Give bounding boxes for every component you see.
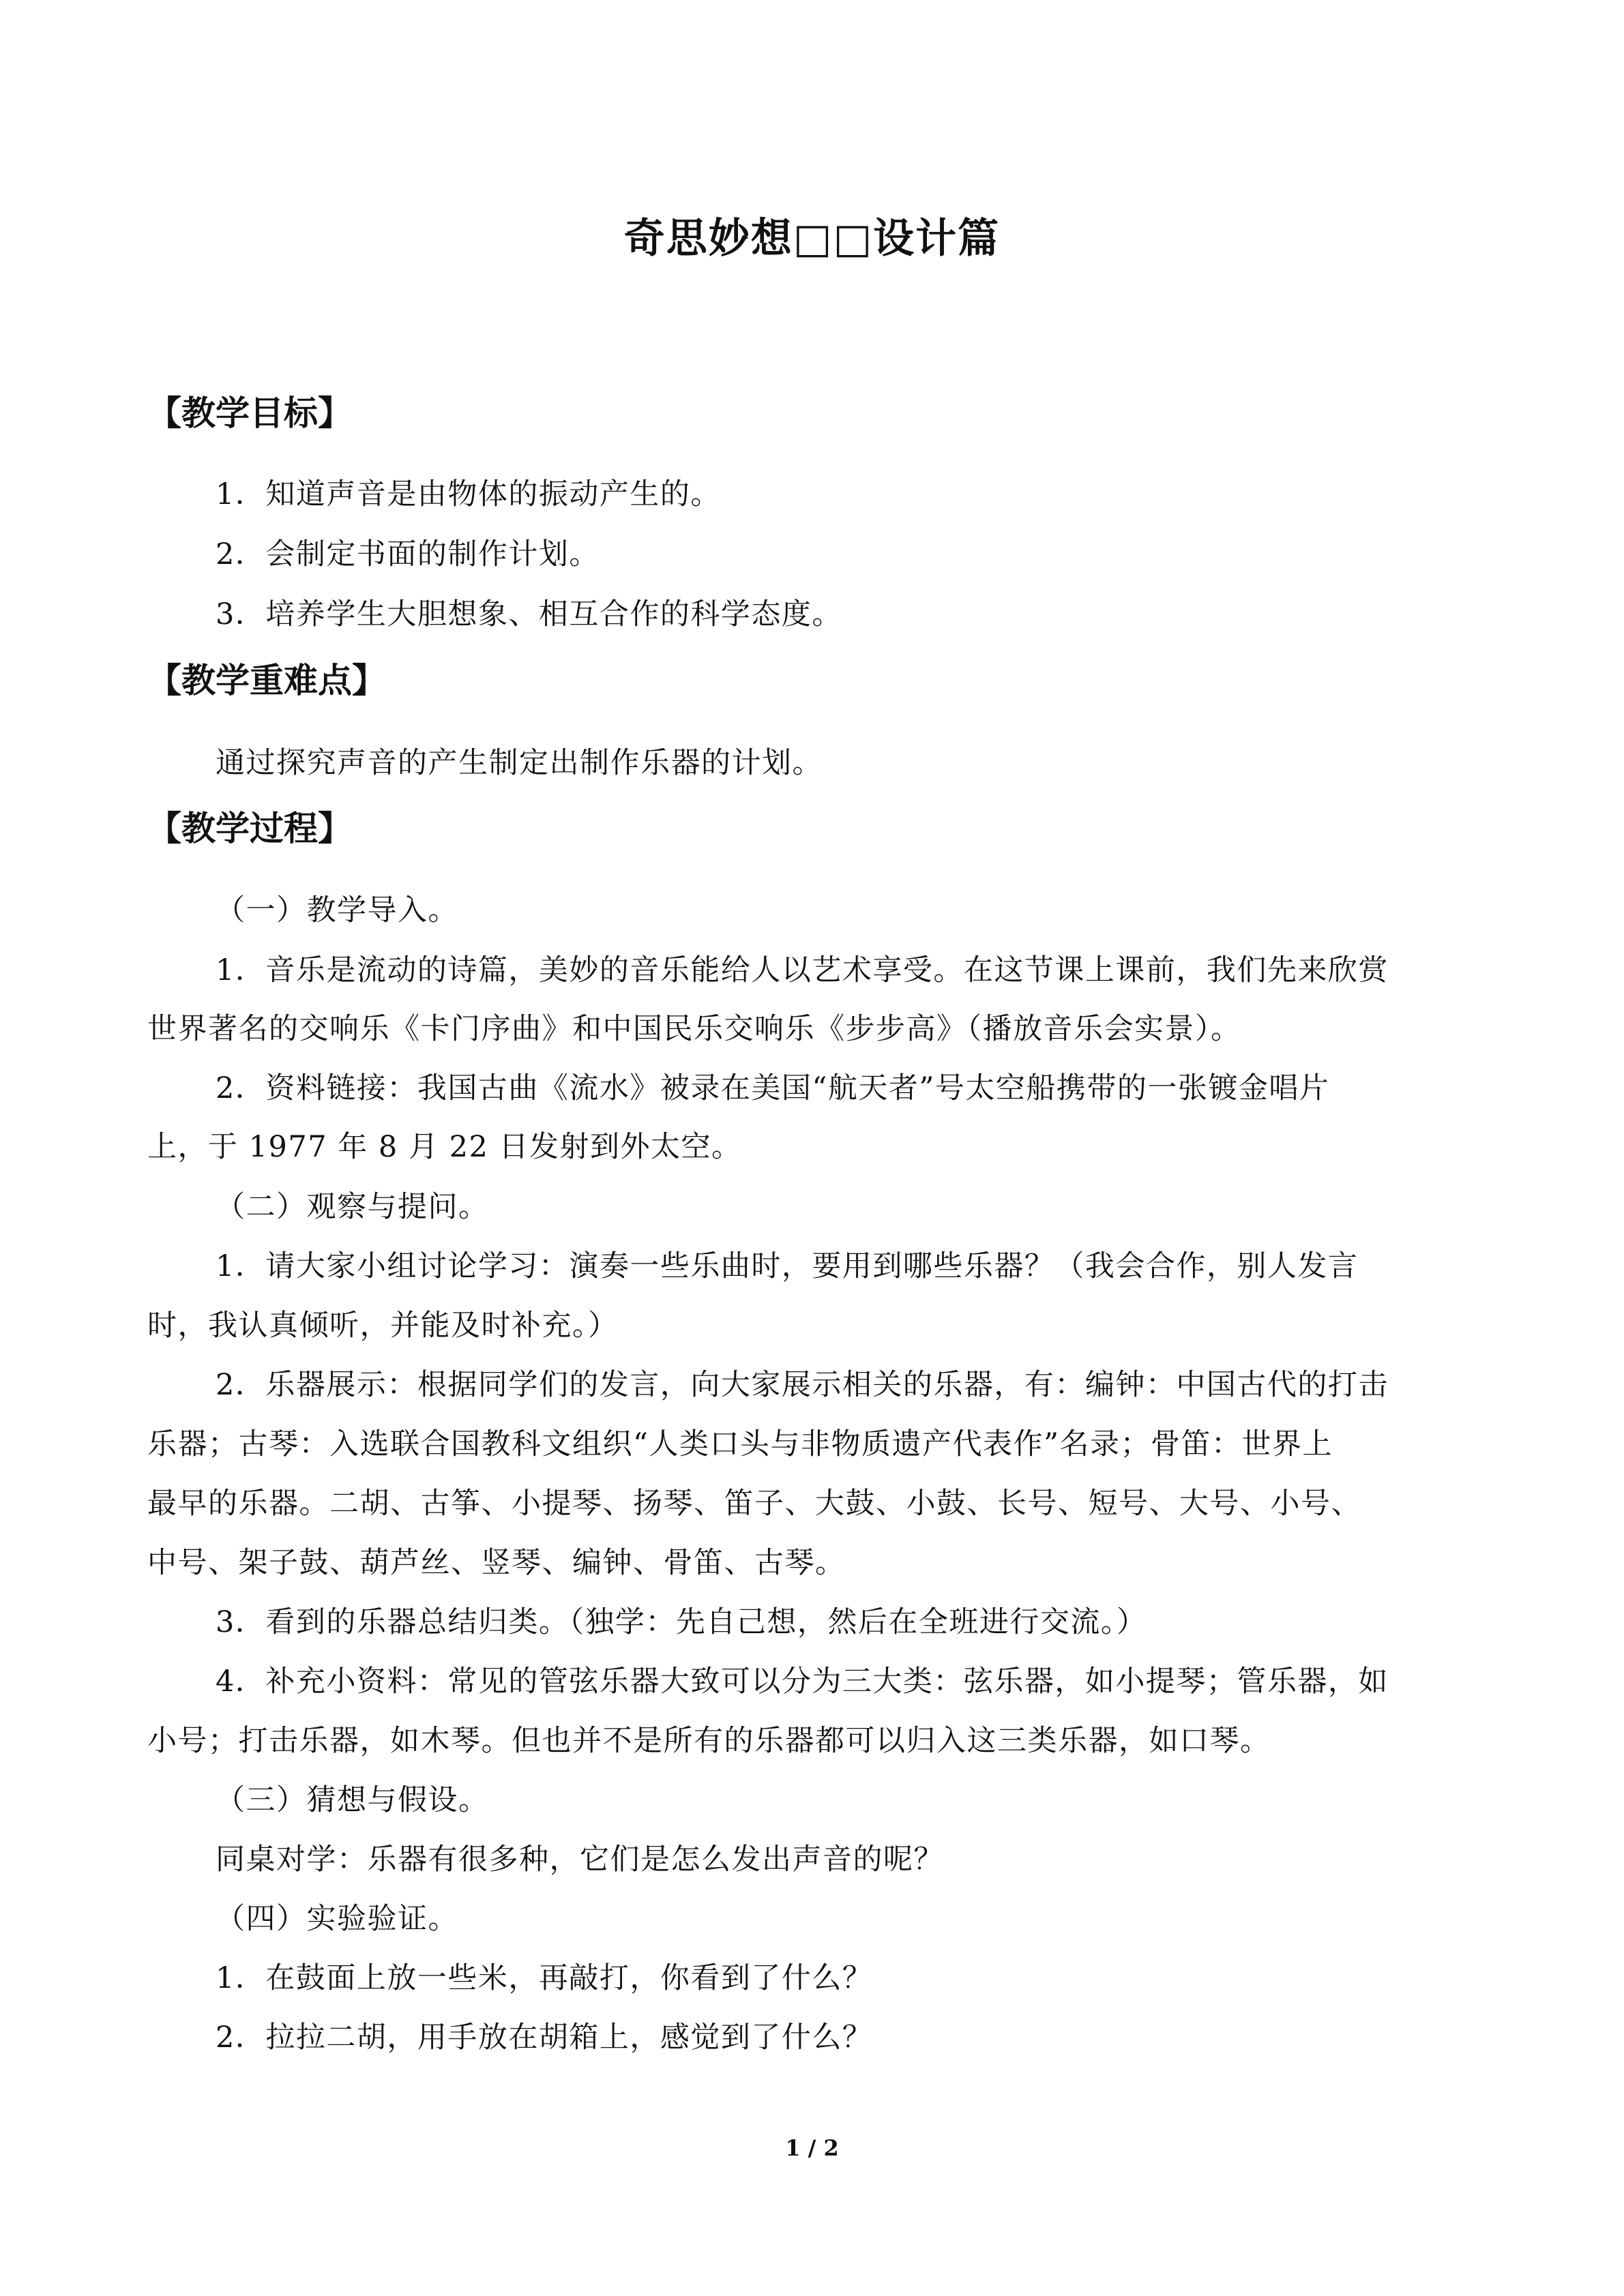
paragraph-line: 1．在鼓面上放一些米，再敲打，你看到了什么？ [216, 1961, 873, 1995]
paragraph-line: 1．请大家小组讨论学习：演奏一些乐曲时，要用到哪些乐器？（我会合作，别人发言 [216, 1249, 1359, 1283]
paragraph-line: 3．看到的乐器总结归类。（独学：先自己想，然后在全班进行交流。） [216, 1605, 1147, 1639]
paragraph-line: 2．乐器展示：根据同学们的发言，向大家展示相关的乐器，有：编钟：中国古代的打击 [216, 1368, 1389, 1402]
paragraph-line: 2．资料链接：我国古曲《流水》被录在美国“航天者”号太空船携带的一张镀金唱片 [216, 1071, 1330, 1105]
paragraph-line: 时，我认真倾听，并能及时补充。） [147, 1309, 619, 1343]
paragraph-line: 1．音乐是流动的诗篇，美妙的音乐能给人以艺术享受。在这节课上课前，我们先来欣赏 [216, 953, 1389, 987]
process-subheading: （四）实验验证。 [216, 1902, 458, 1936]
paragraph-line: 上，于 1977 年 8 月 22 日发射到外太空。 [147, 1130, 742, 1164]
goal-item: 2．会制定书面的制作计划。 [216, 537, 600, 571]
paragraph-line: 最早的乐器。二胡、古筝、小提琴、扬琴、笛子、大鼓、小鼓、长号、短号、大号、小号、 [147, 1487, 1361, 1521]
goal-item: 3．培养学生大胆想象、相互合作的科学态度。 [216, 597, 842, 631]
document-title: 奇思妙想□□设计篇 [623, 215, 1001, 263]
paragraph-line: 中号、架子鼓、葫芦丝、竖琴、编钟、骨笛、古琴。 [147, 1546, 846, 1580]
key-points-text: 通过探究声音的产生制定出制作乐器的计划。 [216, 746, 823, 780]
goal-item: 1．知道声音是由物体的振动产生的。 [216, 477, 721, 511]
process-subheading: （三）猜想与假设。 [216, 1783, 489, 1817]
paragraph-line: 小号；打击乐器，如木琴。但也并不是所有的乐器都可以归入这三类乐器，如口琴。 [147, 1724, 1271, 1758]
section-heading-key-points: 【教学重难点】 [147, 661, 386, 700]
paragraph-line: 4．补充小资料：常见的管弦乐器大致可以分为三大类：弦乐器，如小提琴；管乐器，如 [216, 1665, 1389, 1699]
paragraph-line: 乐器；古琴：入选联合国教科文组织“人类口头与非物质遗产代表作”名录；骨笛：世界上 [147, 1427, 1333, 1461]
paragraph-line: 世界著名的交响乐《卡门序曲》和中国民乐交响乐《步步高》（播放音乐会实景）。 [147, 1012, 1241, 1046]
paragraph-line: 同桌对学：乐器有很多种，它们是怎么发出声音的呢？ [216, 1843, 944, 1877]
page-number: 1 / 2 [785, 2135, 839, 2161]
section-heading-process: 【教学过程】 [147, 809, 352, 848]
process-subheading: （二）观察与提问。 [216, 1190, 489, 1224]
paragraph-line: 2．拉拉二胡，用手放在胡箱上，感觉到了什么？ [216, 2021, 873, 2055]
process-subheading: （一）教学导入。 [216, 893, 458, 927]
section-heading-goals: 【教学目标】 [147, 393, 352, 433]
